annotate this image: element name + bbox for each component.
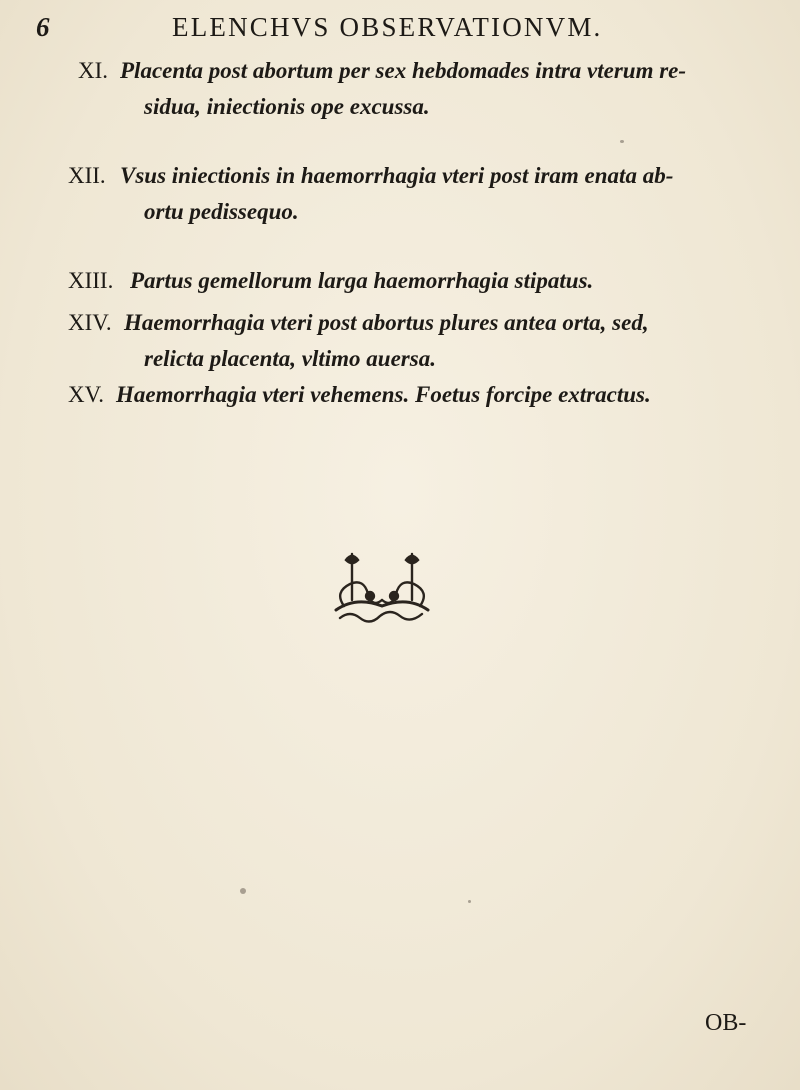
entry-text-line: Haemorrhagia vteri post abortus plures antea orta, sed, [124,310,649,335]
entry-text-line: Partus gemellorum larga haemorrhagia stipatus. [130,268,594,293]
entry-text-line: relicta placenta, vltimo auersa. [144,346,436,371]
entry-numeral: XII. [68,163,106,188]
entry-text-line: Vsus iniectionis in haemorrhagia vteri post iram enata ab- [120,163,674,188]
entry-numeral: XIV. [68,310,112,335]
entry-text-line: Haemorrhagia vteri vehemens. Foetus forcipe extractus. [116,382,651,407]
entry-text-line: Placenta post abortum per sex hebdomades intra vterum re- [120,58,687,83]
entry-numeral: XIII. [68,268,114,293]
entry-numeral: XI. [78,58,109,83]
paper-speck [468,900,471,903]
page-header [0,12,800,52]
entry-text-line: ortu pedissequo. [144,199,299,224]
catchword: OB- [705,1010,747,1036]
running-head: ELENCHVS OBSERVATIONVM. [172,12,603,42]
page-number: 6 [36,12,50,42]
printers-ornament-icon [330,548,434,624]
paper-speck [240,888,246,894]
paper-speck [620,140,624,143]
entry-numeral: XV. [68,382,105,407]
entry-text-line: sidua, iniectionis ope excussa. [144,94,430,119]
